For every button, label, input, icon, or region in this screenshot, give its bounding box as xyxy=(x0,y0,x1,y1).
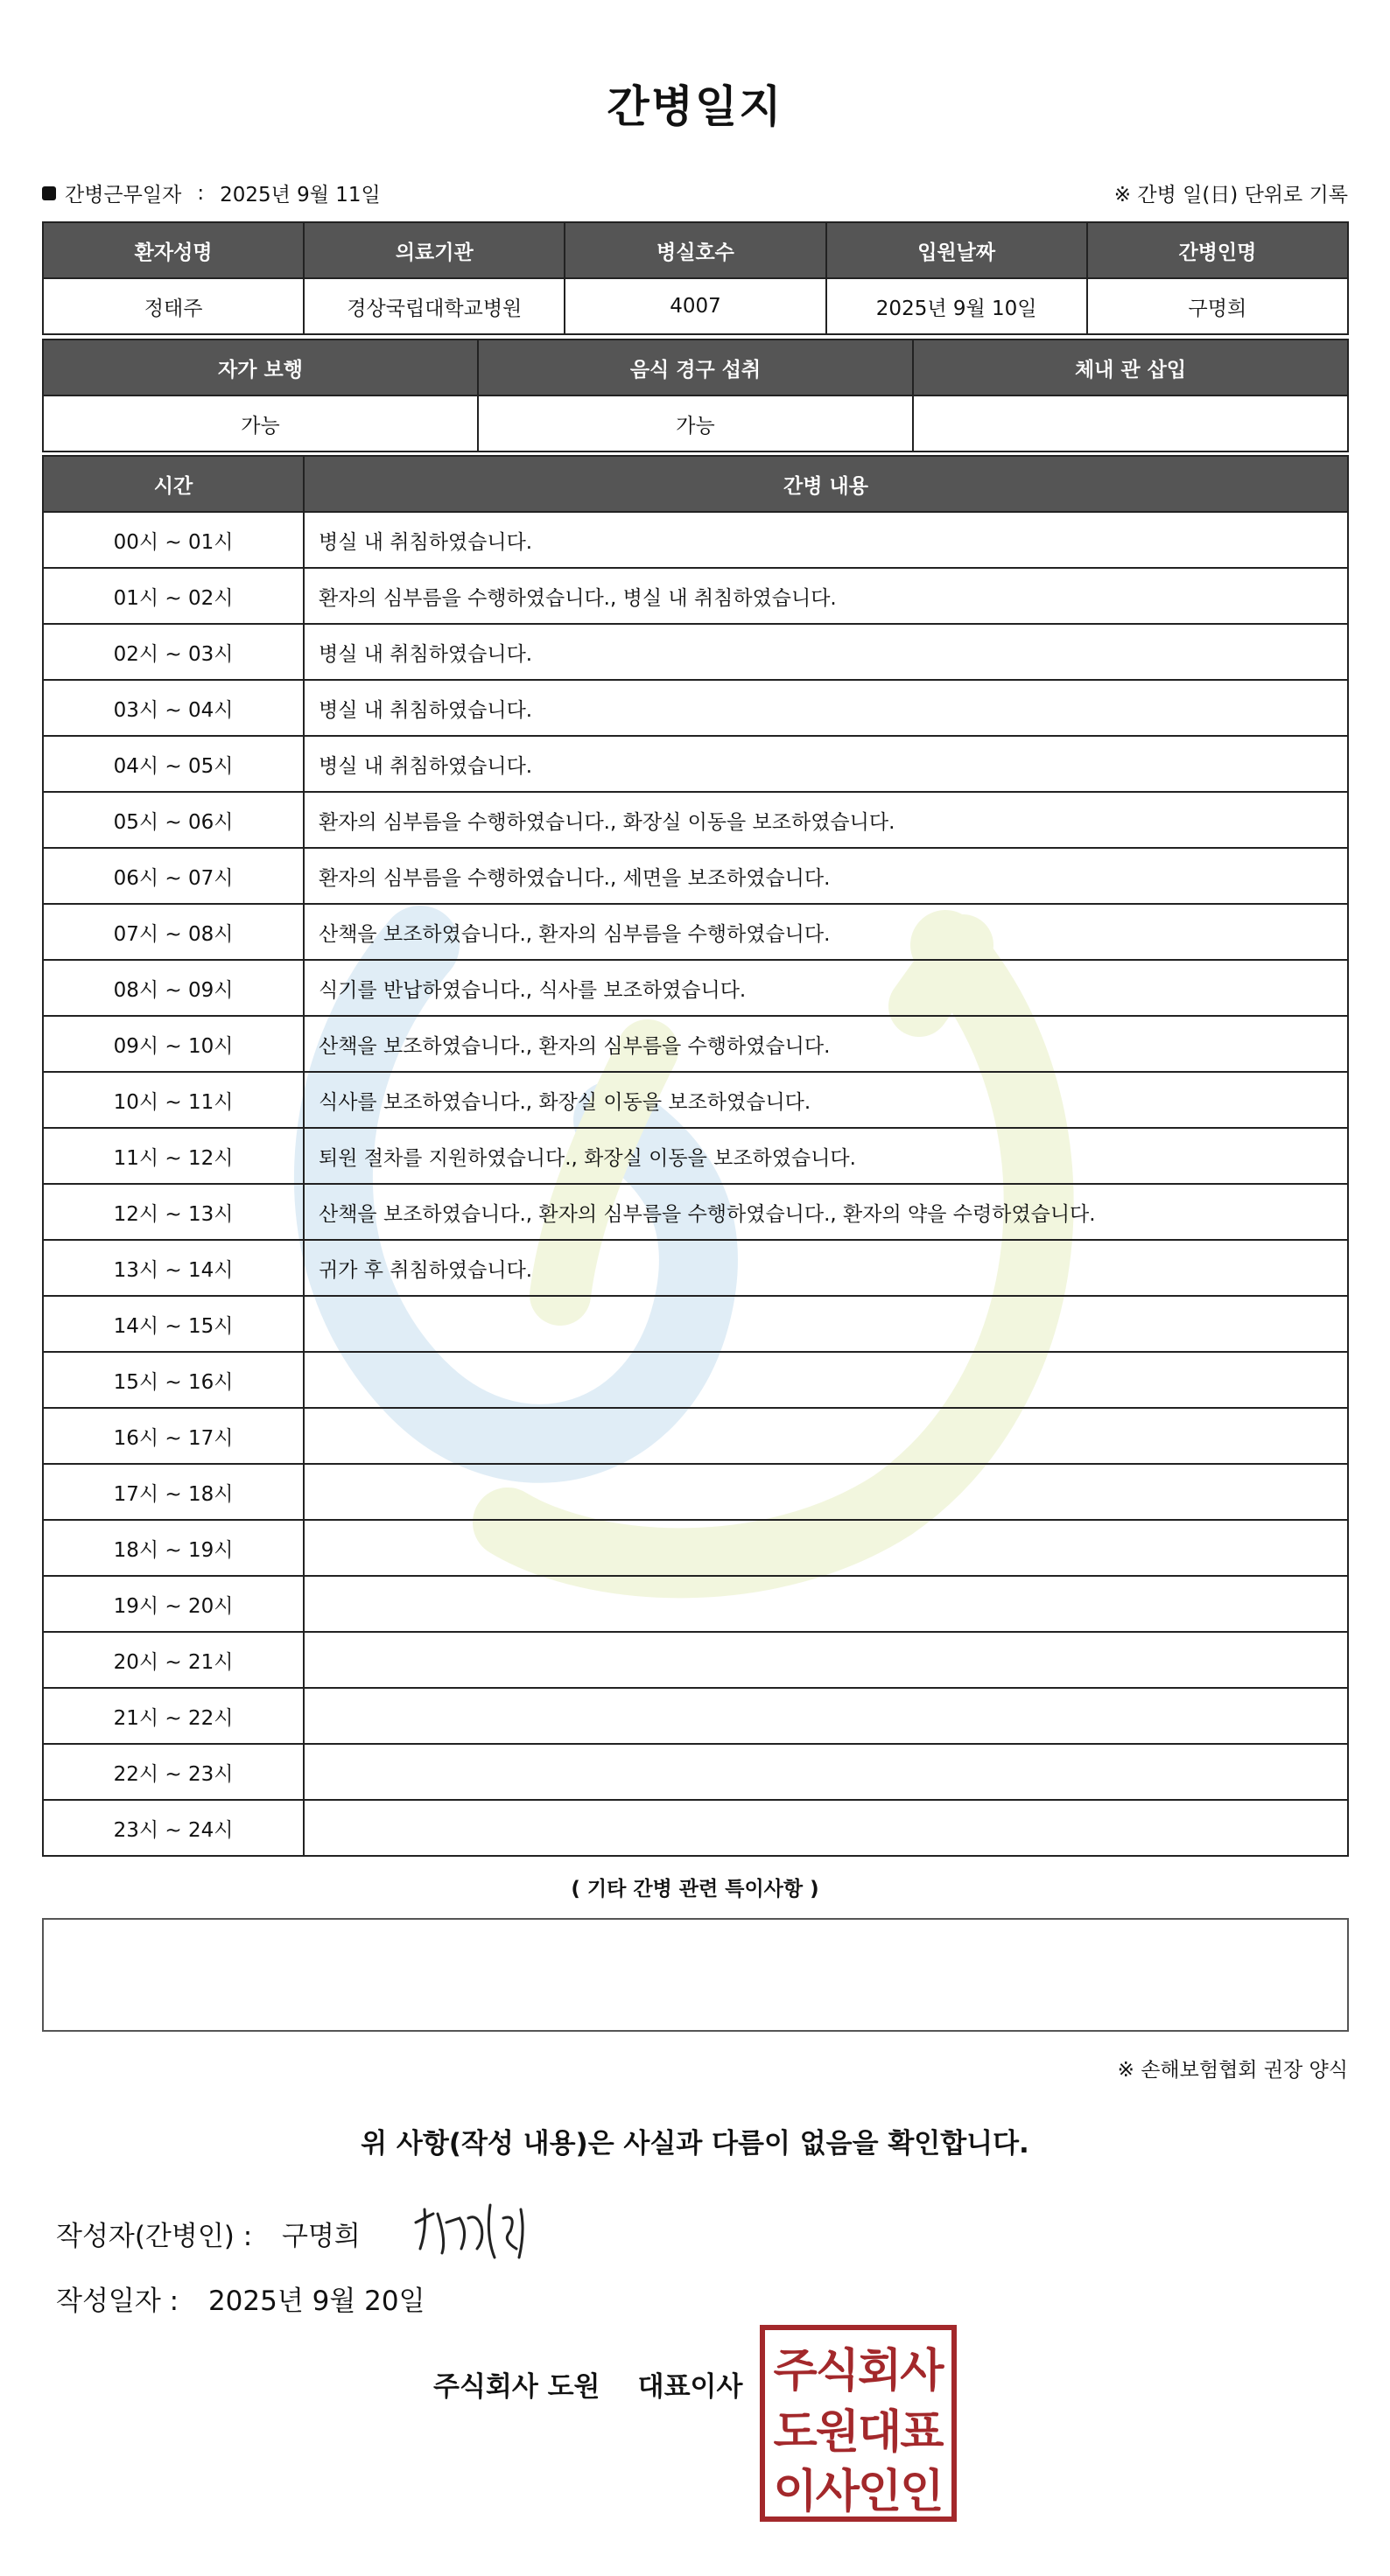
walking-value: 가능 xyxy=(43,396,478,452)
table-row xyxy=(43,680,1348,736)
time-cell: 10시 ~ 11시 xyxy=(43,1072,304,1128)
content-cell xyxy=(304,1800,1348,1856)
header-institution: 의료기관 xyxy=(304,222,565,278)
time-cell: 21시 ~ 22시 xyxy=(43,1688,304,1744)
header-content: 간병 내용 xyxy=(304,456,1348,512)
time-cell: 16시 ~ 17시 xyxy=(43,1408,304,1464)
institution: 경상국립대학교병원 xyxy=(304,278,565,334)
svg-text:주식회사: 주식회사 xyxy=(773,2345,943,2398)
work-date-value: 2025년 9월 11일 xyxy=(220,184,381,206)
table-row xyxy=(43,1296,1348,1352)
handwritten-signature xyxy=(407,2188,547,2266)
table-row xyxy=(43,1800,1348,1856)
table-row xyxy=(43,1240,1348,1296)
square-bullet-icon xyxy=(42,186,56,200)
table-row xyxy=(43,792,1348,848)
table-row xyxy=(43,960,1348,1016)
table-row xyxy=(43,904,1348,960)
time-cell: 23시 ~ 24시 xyxy=(43,1800,304,1856)
header-admission-date: 입원날짜 xyxy=(826,222,1087,278)
work-date-sep: : xyxy=(197,181,205,205)
writer-name: 구명희 xyxy=(282,2221,361,2252)
caregiver-name: 구명희 xyxy=(1087,278,1348,334)
content-cell xyxy=(304,1520,1348,1576)
content-cell xyxy=(304,1688,1348,1744)
patient-info-table xyxy=(42,221,1349,335)
time-cell: 15시 ~ 16시 xyxy=(43,1352,304,1408)
time-cell: 05시 ~ 06시 xyxy=(43,792,304,848)
content-cell: 병실 내 취침하였습니다. xyxy=(304,624,1348,680)
content-cell: 산책을 보조하였습니다., 환자의 심부름을 수행하였습니다. xyxy=(304,904,1348,960)
table-row xyxy=(43,1576,1348,1632)
content-cell: 산책을 보조하였습니다., 환자의 심부름을 수행하였습니다., 환자의 약을 수령하였습니다. xyxy=(304,1184,1348,1240)
time-cell: 20시 ~ 21시 xyxy=(43,1632,304,1688)
svg-text:이사인인: 이사인인 xyxy=(773,2466,943,2518)
time-cell: 11시 ~ 12시 xyxy=(43,1128,304,1184)
table-row xyxy=(43,1128,1348,1184)
content-cell: 병실 내 취침하였습니다. xyxy=(304,736,1348,792)
content-cell: 환자의 심부름을 수행하였습니다., 화장실 이동을 보조하였습니다. xyxy=(304,792,1348,848)
time-cell: 08시 ~ 09시 xyxy=(43,960,304,1016)
footnote: ※ 손해보험협회 권장 양식 xyxy=(1117,2059,1348,2082)
written-date-label: 작성일자 : xyxy=(56,2286,179,2317)
confirmation-text: 위 사항(작성 내용)은 사실과 다름이 없음을 확인합니다. xyxy=(361,2128,1029,2160)
header-patient-name: 환자성명 xyxy=(43,222,304,278)
header-oral-intake: 음식 경구 섭취 xyxy=(478,340,913,396)
time-cell: 00시 ~ 01시 xyxy=(43,512,304,568)
time-cell: 13시 ~ 14시 xyxy=(43,1240,304,1296)
time-cell: 07시 ~ 08시 xyxy=(43,904,304,960)
written-date-line xyxy=(56,2278,425,2318)
document-title: 간병일지 xyxy=(607,81,783,132)
table-row xyxy=(43,1184,1348,1240)
admission-date: 2025년 9월 10일 xyxy=(826,278,1087,334)
time-cell: 04시 ~ 05시 xyxy=(43,736,304,792)
time-cell: 01시 ~ 02시 xyxy=(43,568,304,624)
header-tube: 체내 관 삽입 xyxy=(913,340,1348,396)
writer-line xyxy=(56,2214,361,2253)
time-cell: 18시 ~ 19시 xyxy=(43,1520,304,1576)
table-row xyxy=(43,1520,1348,1576)
time-cell: 02시 ~ 03시 xyxy=(43,624,304,680)
company-seal xyxy=(760,2325,957,2522)
tube-value xyxy=(913,396,1348,452)
content-cell: 식사를 보조하였습니다., 화장실 이동을 보조하였습니다. xyxy=(304,1072,1348,1128)
time-cell: 03시 ~ 04시 xyxy=(43,680,304,736)
content-cell: 퇴원 절차를 지원하였습니다., 화장실 이동을 보조하였습니다. xyxy=(304,1128,1348,1184)
content-cell: 병실 내 취침하였습니다. xyxy=(304,512,1348,568)
patient-name: 정태주 xyxy=(43,278,304,334)
content-cell xyxy=(304,1744,1348,1800)
room-number: 4007 xyxy=(565,278,825,334)
table-row xyxy=(43,1016,1348,1072)
table-row xyxy=(43,1632,1348,1688)
care-log-table xyxy=(42,455,1349,1857)
table-row xyxy=(43,1352,1348,1408)
content-cell xyxy=(304,1576,1348,1632)
company-line: 주식회사 도원 대표이사 xyxy=(433,2371,743,2403)
record-note: ※ 간병 일(日) 단위로 기록 xyxy=(1113,184,1348,206)
work-date-label: 간병근무일자 xyxy=(65,184,182,206)
content-cell xyxy=(304,1632,1348,1688)
table-row xyxy=(43,1688,1348,1744)
content-cell xyxy=(304,1352,1348,1408)
notes-title: ( 기타 간병 관련 특이사항 ) xyxy=(571,1878,819,1900)
time-cell: 22시 ~ 23시 xyxy=(43,1744,304,1800)
content-cell: 병실 내 취침하였습니다. xyxy=(304,680,1348,736)
table-row xyxy=(43,848,1348,904)
ability-table xyxy=(42,339,1349,452)
content-cell: 환자의 심부름을 수행하였습니다., 세면을 보조하였습니다. xyxy=(304,848,1348,904)
written-date-value: 2025년 9월 20일 xyxy=(207,2286,425,2317)
table-row xyxy=(43,624,1348,680)
time-cell: 14시 ~ 15시 xyxy=(43,1296,304,1352)
notes-box xyxy=(42,1918,1349,2032)
time-cell: 19시 ~ 20시 xyxy=(43,1576,304,1632)
table-row xyxy=(43,512,1348,568)
content-cell: 산책을 보조하였습니다., 환자의 심부름을 수행하였습니다. xyxy=(304,1016,1348,1072)
time-cell: 12시 ~ 13시 xyxy=(43,1184,304,1240)
table-row xyxy=(43,568,1348,624)
header-time: 시간 xyxy=(43,456,304,512)
content-cell: 귀가 후 취침하였습니다. xyxy=(304,1240,1348,1296)
table-row xyxy=(43,1464,1348,1520)
content-cell: 식기를 반납하였습니다., 식사를 보조하였습니다. xyxy=(304,960,1348,1016)
oral-intake-value: 가능 xyxy=(478,396,913,452)
header-caregiver: 간병인명 xyxy=(1087,222,1348,278)
content-cell xyxy=(304,1296,1348,1352)
writer-label: 작성자(간병인) : xyxy=(56,2221,253,2252)
header-room: 병실호수 xyxy=(565,222,825,278)
work-date xyxy=(42,178,381,207)
content-cell xyxy=(304,1408,1348,1464)
header-walking: 자가 보행 xyxy=(43,340,478,396)
table-row xyxy=(43,1408,1348,1464)
table-row xyxy=(43,1072,1348,1128)
table-row xyxy=(43,736,1348,792)
content-cell: 환자의 심부름을 수행하였습니다., 병실 내 취침하였습니다. xyxy=(304,568,1348,624)
time-cell: 17시 ~ 18시 xyxy=(43,1464,304,1520)
time-cell: 06시 ~ 07시 xyxy=(43,848,304,904)
content-cell xyxy=(304,1464,1348,1520)
table-row xyxy=(43,1744,1348,1800)
svg-text:도원대표: 도원대표 xyxy=(773,2406,943,2459)
time-cell: 09시 ~ 10시 xyxy=(43,1016,304,1072)
